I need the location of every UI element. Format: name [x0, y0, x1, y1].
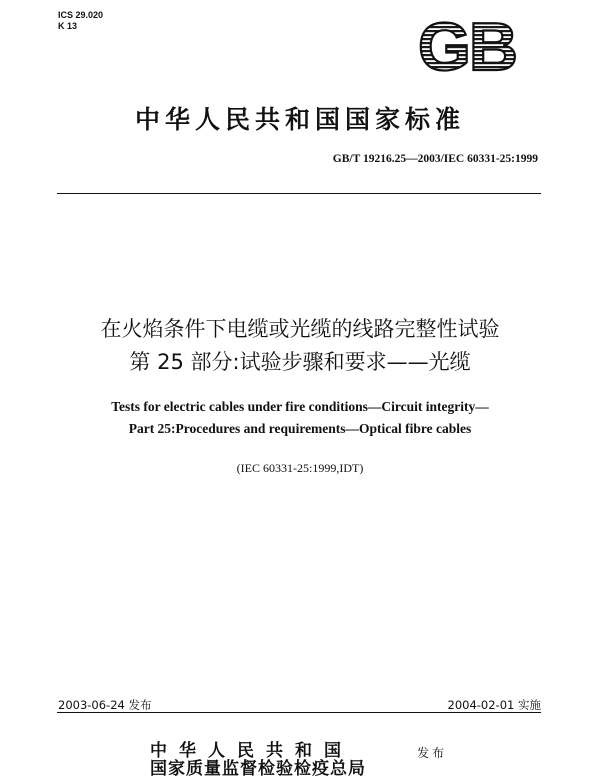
implementation-date: 2004-02-01 实施	[447, 698, 541, 712]
publisher-line-1: 中华人民共和国	[150, 741, 353, 761]
gb-logo-text: GB	[418, 14, 516, 76]
publish-label: 发布	[417, 746, 448, 760]
ics-code: ICS 29.020	[58, 10, 104, 20]
gb-logo-graphic	[396, 14, 538, 76]
issue-date: 2003-06-24 发布	[58, 698, 152, 712]
en-title-line-1: Tests for electric cables under fire conditions—Circuit integrity—	[111, 399, 489, 414]
equivalence-note: (IEC 60331-25:1999,IDT)	[236, 461, 364, 475]
en-title-line-2: Part 25:Procedures and requirements—Optical fibre cables	[128, 421, 472, 436]
gb-logo	[396, 14, 538, 76]
standard-number: GB/T 19216.25—2003/IEC 60331-25:1999	[332, 153, 538, 165]
cn-title-line-1: 在火焰条件下电缆或光缆的线路完整性试验	[100, 317, 500, 341]
publisher-line-2: 国家质量监督检验检疫总局	[150, 759, 366, 779]
standard-type-title: 中华人民共和国国家标准	[134, 105, 465, 134]
classification-codes	[58, 10, 103, 32]
top-divider	[57, 193, 541, 194]
bottom-divider	[57, 712, 541, 713]
cn-title-line-2: 第 25 部分:试验步骤和要求——光缆	[129, 350, 471, 374]
ccs-code: K 13	[58, 21, 78, 31]
